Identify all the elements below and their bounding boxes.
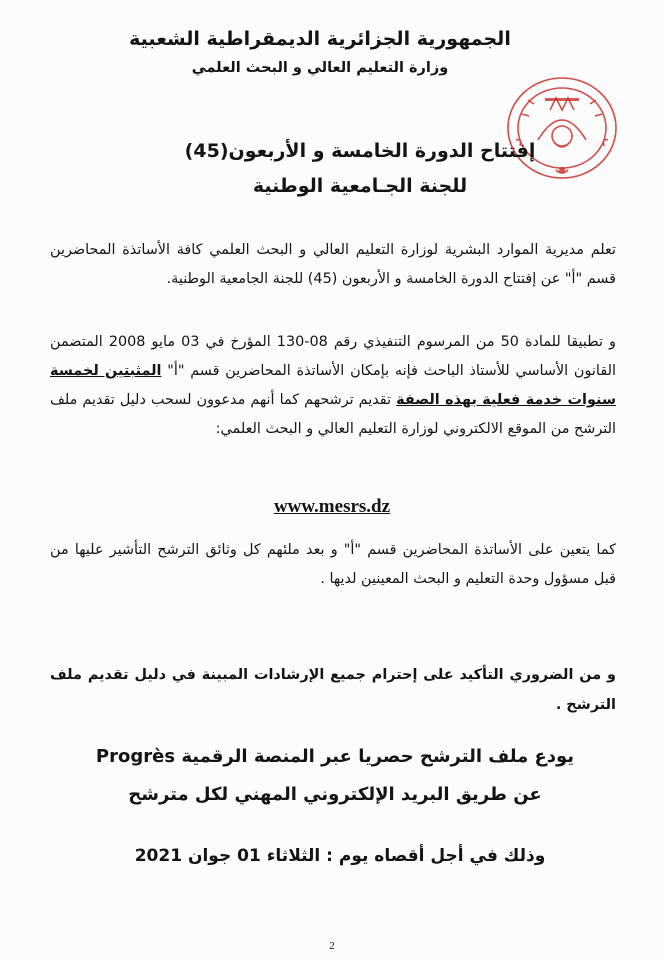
official-seal-icon <box>498 70 626 188</box>
deadline-text: وذلك في أجل أقصاه يوم : الثلاثاء 01 جوان 2021 <box>134 846 546 866</box>
page-number: 2 <box>329 940 335 952</box>
title-line-1: إفتتاح الدورة الخامسة و الأربعون(45) <box>184 140 536 162</box>
deposit-line-2: عن طريق البريد الإلكتروني المهني لكل مترشح <box>128 784 542 805</box>
conditions-underlined: المثبتين لخمسة سنوات خدمة فعلية بهذه الصفة <box>50 363 616 408</box>
conditions-text-end: تقديم ترشحهم كما أنهم مدعوون لسحب دليل تقديم ملف الترشح من الموقع الالكتروني لوزارة التعليم العالي و البحث العلمي: <box>50 392 616 437</box>
ministry-website-link[interactable]: www.mesrs.dz <box>273 496 391 517</box>
paragraph-announcement: تعلم مديرية الموارد البشرية لوزارة التعليم العالي و البحث العلمي كافة الأساتذة المحاضرين قسم "أ" عن إفتتاح الدورة الخامسة و الأربعون (45) للجنة الجامعية الوطنية. <box>50 242 616 287</box>
conditions-text-start: و تطبيقا للمادة 50 من المرسوم التنفيذي رقم 08-130 المؤرخ في 03 مايو 2008 المتضمن القانون الأساسي للأستاذ الباحث فإنه بإمكان الأساتذة المحاضرين قسم "أ" <box>50 334 616 379</box>
paragraph-conditions <box>50 328 616 444</box>
ministry-header: وزارة التعليم العالي و البحث العلمي <box>191 60 449 76</box>
deposit-line-1: يودع ملف الترشح حصريا عبر المنصة الرقمية Progrès <box>95 746 575 767</box>
title-line-2: للجنة الجـامعية الوطنية <box>252 175 468 197</box>
paragraph-guidelines: و من الضروري التأكيد على إحترام جميع الإرشادات المبينة في دليل تقديم ملف الترشح . <box>50 667 616 713</box>
republic-header: الجمهورية الجزائرية الديمقراطية الشعبية <box>129 28 511 50</box>
paragraph-documents: كما يتعين على الأساتذة المحاضرين قسم "أ" و بعد ملئهم كل وثائق الترشح التأشير عليها من قبل مسؤول وحدة التعليم و البحث المعينين لديها . <box>50 542 616 587</box>
